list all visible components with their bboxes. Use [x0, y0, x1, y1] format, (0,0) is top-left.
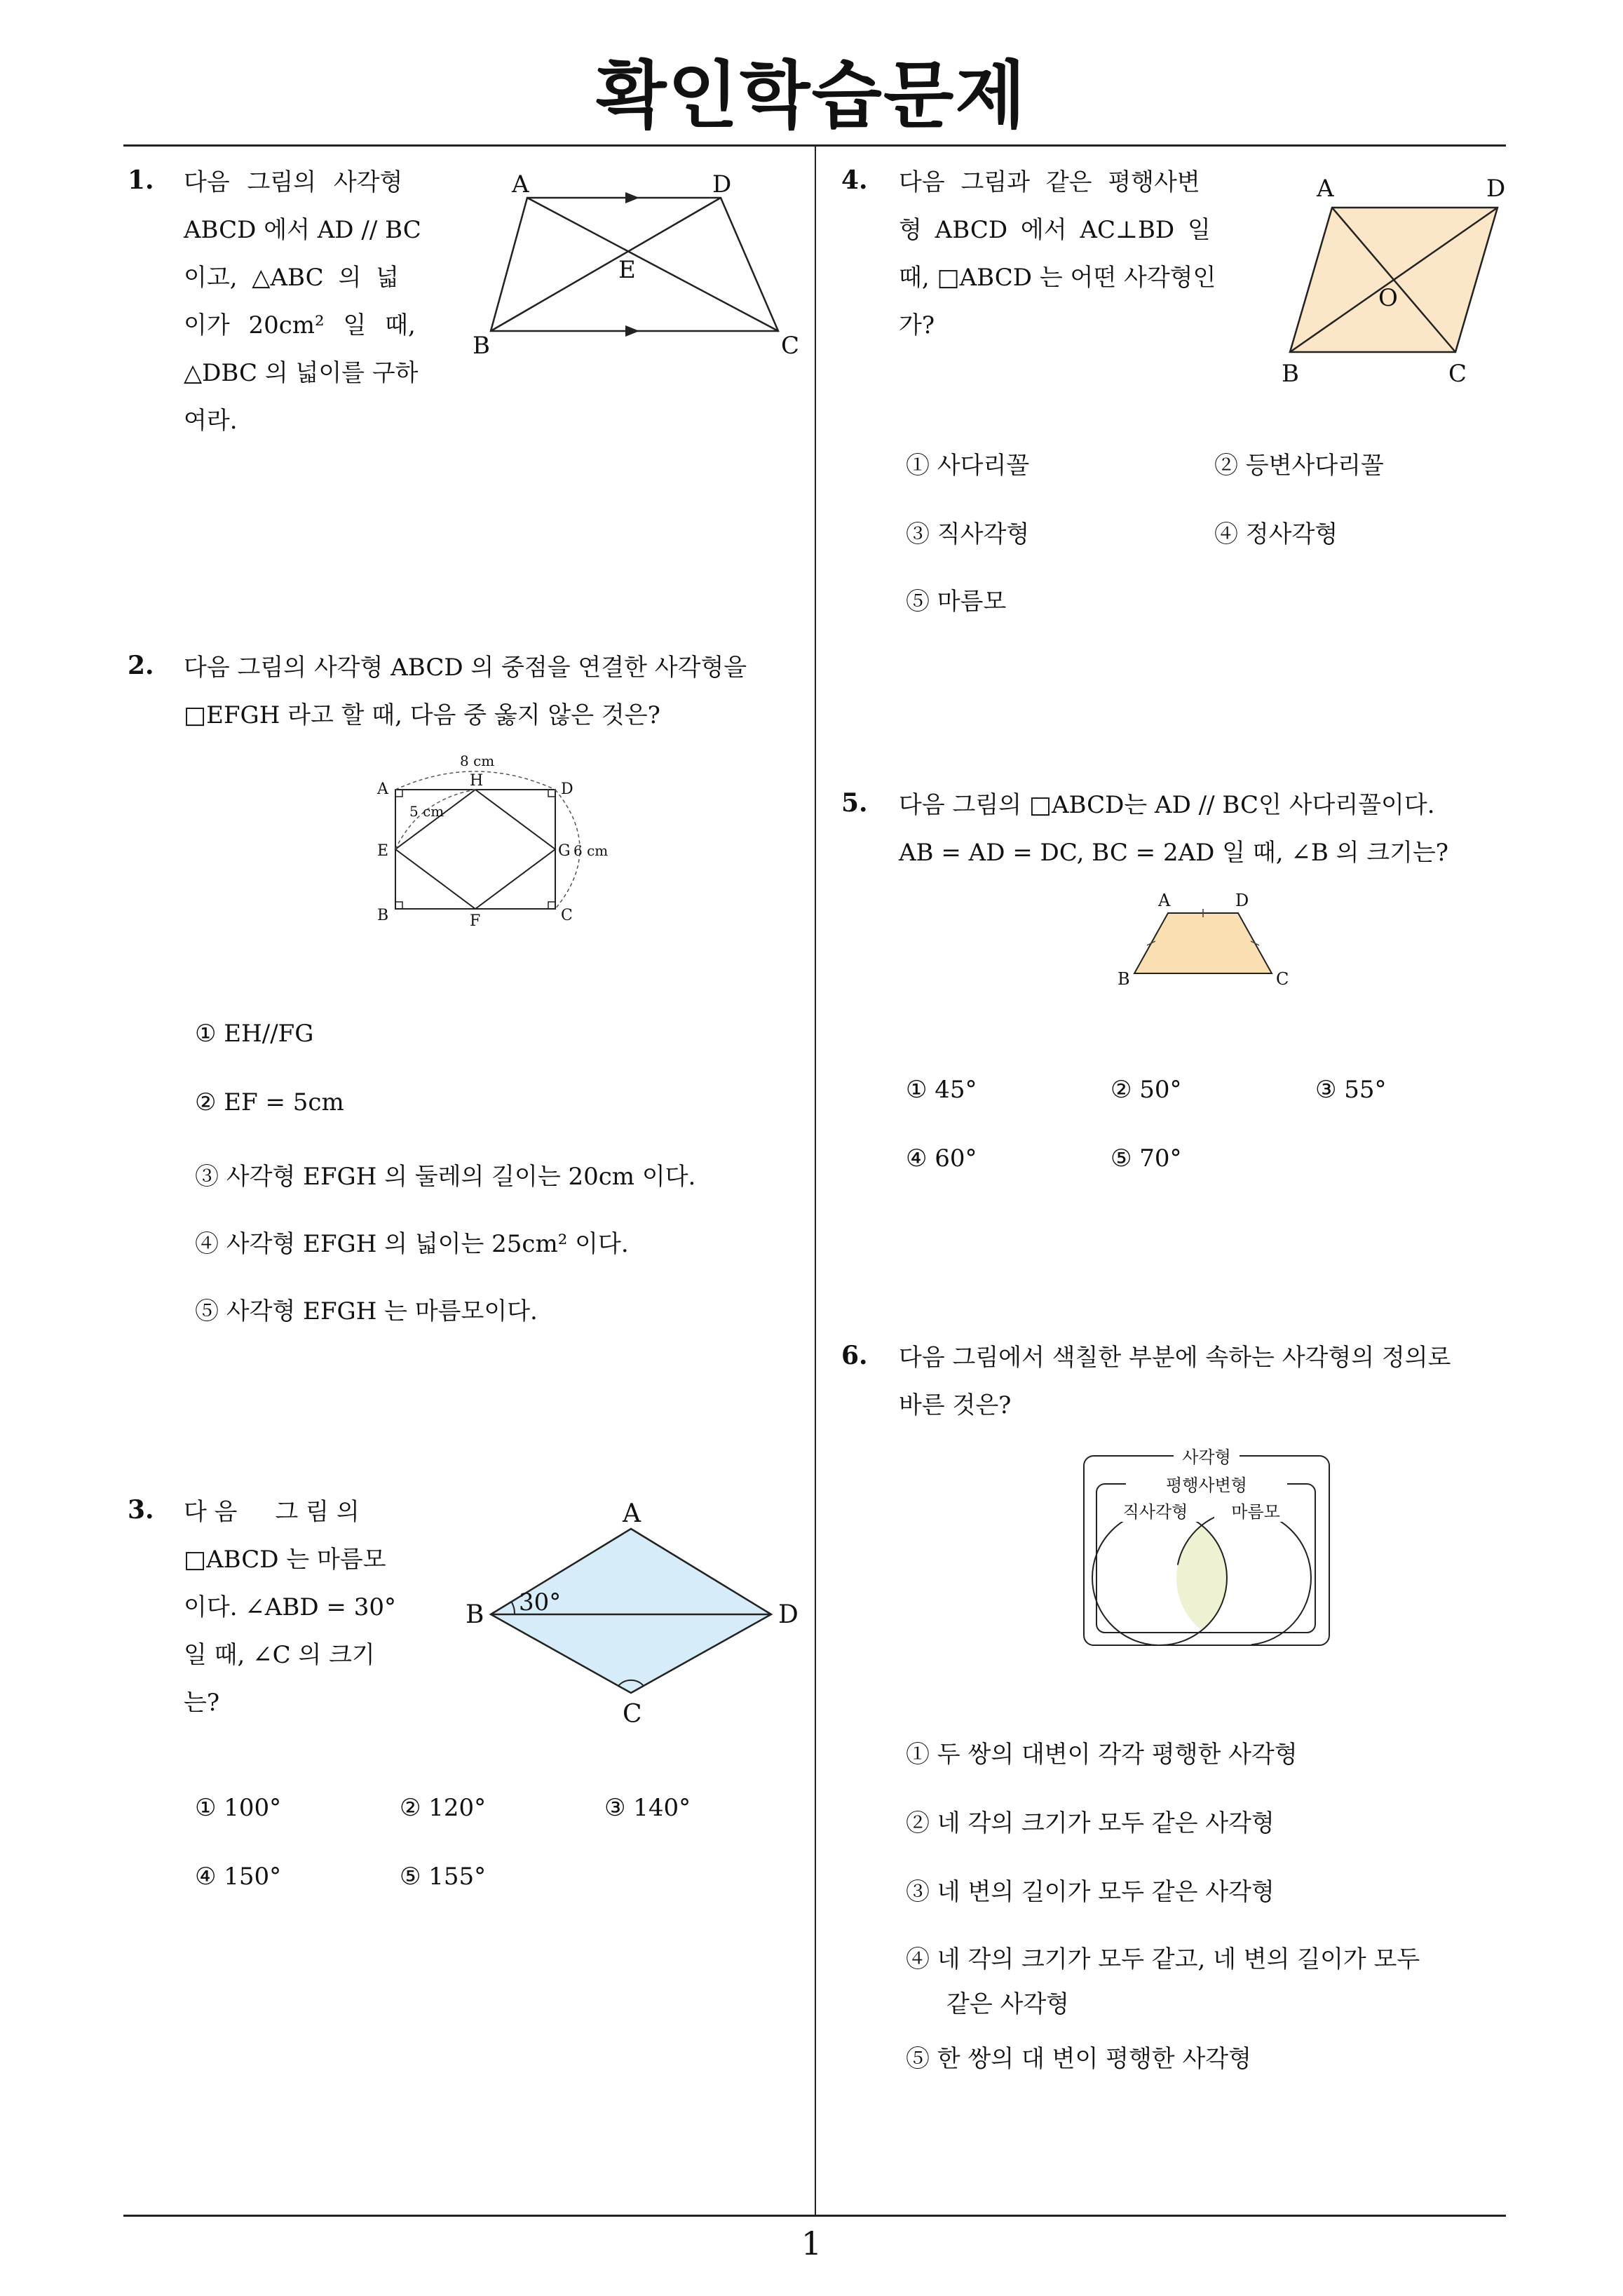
page-number: 1: [801, 2224, 822, 2262]
q6-option-2[interactable]: ② 네 각의 크기가 모두 같은 사각형: [906, 1809, 1275, 1837]
q6-label-left: 직사각형: [1122, 1502, 1188, 1522]
bottom-rule: [123, 2215, 1506, 2217]
q4-option-4[interactable]: ④ 정사각형: [1214, 520, 1338, 548]
q2-option-3[interactable]: ③ 사각형 EFGH 의 둘레의 길이는 20cm 이다.: [195, 1163, 696, 1191]
q5-label-b: B: [1118, 969, 1130, 989]
q1-label-d: D: [712, 170, 732, 198]
q3-option-5[interactable]: ⑤ 155°: [400, 1863, 487, 1891]
q4-line-4: 가?: [899, 311, 935, 339]
q5-label-a: A: [1158, 891, 1171, 910]
q2-rectangle-diagram: [370, 752, 623, 930]
question-5-text: [899, 781, 1516, 877]
q5-option-5[interactable]: ⑤ 70°: [1111, 1144, 1182, 1173]
q5-option-1[interactable]: ① 45°: [906, 1076, 977, 1104]
question-6-text: [899, 1334, 1516, 1429]
q3-angle-label: 30°: [519, 1588, 562, 1616]
question-3-text: [184, 1488, 422, 1727]
q3-line-1: 다 음 그 림 의: [184, 1498, 360, 1526]
q4-line-2: 형 ABCD 에서 AC⊥BD 일: [899, 216, 1211, 244]
q5-line-1: 다음 그림의 □ABCD는 AD // BC인 사다리꼴이다.: [899, 791, 1435, 819]
q2-line-2: □EFGH 라고 할 때, 다음 중 옳지 않은 것은?: [184, 701, 660, 729]
q5-label-d: D: [1235, 891, 1249, 910]
q1-trapezoid-diagram: [463, 168, 813, 372]
q6-label-middle: 평행사변형: [1166, 1475, 1247, 1495]
question-1-text: [184, 158, 447, 445]
q2-option-2[interactable]: ② EF = 5cm: [195, 1088, 344, 1116]
q2-label-f: F: [470, 912, 481, 930]
q3-line-4: 일 때, ∠C 의 크기: [184, 1641, 375, 1669]
q4-option-2[interactable]: ② 등변사다리꼴: [1214, 452, 1384, 480]
q4-label-c: C: [1448, 360, 1467, 388]
q2-label-e: E: [377, 842, 389, 860]
question-1-number: 1.: [128, 166, 154, 195]
q3-label-a: A: [623, 1499, 641, 1528]
q2-option-1[interactable]: ① EH//FG: [195, 1020, 314, 1048]
q6-option-1[interactable]: ① 두 쌍의 대변이 각각 평행한 사각형: [906, 1741, 1298, 1769]
q2-length-5cm: 5 cm: [409, 803, 444, 820]
q4-label-d: D: [1486, 175, 1506, 203]
q6-option-3[interactable]: ③ 네 변의 길이가 모두 같은 사각형: [906, 1878, 1275, 1906]
q1-line-3: 이고, △ABC 의 넓: [184, 264, 399, 292]
q2-label-h: H: [470, 772, 484, 790]
q4-label-a: A: [1317, 175, 1334, 203]
q3-label-b: B: [466, 1600, 484, 1629]
q5-option-4[interactable]: ④ 60°: [906, 1144, 977, 1173]
q1-label-b: B: [473, 332, 490, 360]
q3-label-d: D: [778, 1600, 799, 1629]
q6-option-4-cont: 같은 사각형: [946, 1990, 1070, 2018]
q2-line-1: 다음 그림의 사각형 ABCD 의 중점을 연결한 사각형을: [184, 654, 747, 682]
q2-label-b: B: [377, 907, 389, 924]
q5-trapezoid-diagram: [1112, 891, 1301, 996]
q4-label-o: O: [1378, 284, 1398, 312]
question-5-number: 5.: [841, 788, 868, 818]
q3-option-2[interactable]: ② 120°: [400, 1794, 487, 1822]
q6-line-2: 바른 것은?: [899, 1391, 1012, 1419]
q5-line-2: AB = AD = DC, BC = 2AD 일 때, ∠B 의 크기는?: [899, 839, 1449, 867]
q1-line-5: △DBC 의 넓이를 구하: [184, 359, 419, 387]
q2-label-c: C: [561, 907, 573, 924]
q6-venn-diagram: [1077, 1443, 1336, 1654]
q1-label-e: E: [618, 256, 636, 284]
q1-label-c: C: [781, 332, 800, 360]
q2-option-4[interactable]: ④ 사각형 EFGH 의 넓이는 25cm² 이다.: [195, 1230, 629, 1258]
q4-line-1: 다음 그림과 같은 평행사변: [899, 168, 1200, 196]
q2-length-8cm: 8 cm: [460, 752, 495, 769]
q5-option-2[interactable]: ② 50°: [1111, 1076, 1182, 1104]
column-divider: [815, 146, 816, 2216]
q3-rhombus-diagram: [463, 1501, 813, 1739]
question-6-number: 6.: [841, 1341, 868, 1370]
question-4-text: [899, 158, 1249, 349]
q6-option-4[interactable]: ④ 네 각의 크기가 모두 같고, 네 변의 길이가 모두: [906, 1945, 1420, 1973]
q3-option-3[interactable]: ③ 140°: [604, 1794, 691, 1822]
q2-option-5[interactable]: ⑤ 사각형 EFGH 는 마름모이다.: [195, 1297, 538, 1325]
q3-line-3: 이다. ∠ABD = 30°: [184, 1593, 396, 1621]
q2-label-a: A: [377, 781, 388, 798]
q2-length-6cm: 6 cm: [573, 842, 609, 859]
q5-option-3[interactable]: ③ 55°: [1315, 1076, 1387, 1104]
q4-parallelogram-diagram: [1262, 168, 1514, 393]
question-3-number: 3.: [128, 1495, 154, 1525]
question-2-text: [184, 644, 815, 739]
question-4-number: 4.: [841, 166, 868, 195]
q1-line-2: ABCD 에서 AD // BC: [184, 216, 421, 244]
q4-label-b: B: [1282, 360, 1299, 388]
page-title: 확인학습문제: [596, 53, 1027, 138]
q3-line-5: 는?: [184, 1689, 220, 1717]
q1-line-6: 여라.: [184, 407, 238, 435]
q6-label-outer: 사각형: [1182, 1447, 1231, 1467]
q1-label-a: A: [512, 170, 529, 198]
q4-option-1[interactable]: ① 사다리꼴: [906, 452, 1030, 480]
q2-label-d: D: [561, 781, 573, 798]
q6-option-5[interactable]: ⑤ 한 쌍의 대 변이 평행한 사각형: [906, 2045, 1251, 2073]
q4-line-3: 때, □ABCD 는 어떤 사각형인: [899, 264, 1216, 292]
q6-line-1: 다음 그림에서 색칠한 부분에 속하는 사각형의 정의로: [899, 1344, 1451, 1372]
q3-option-1[interactable]: ① 100°: [195, 1794, 282, 1822]
q2-label-g: G: [558, 842, 571, 860]
q4-option-5[interactable]: ⑤ 마름모: [906, 588, 1007, 616]
q3-line-2: □ABCD 는 마름모: [184, 1546, 386, 1574]
q3-option-4[interactable]: ④ 150°: [195, 1863, 282, 1891]
question-2-number: 2.: [128, 651, 154, 680]
q6-label-right: 마름모: [1231, 1502, 1280, 1522]
q3-label-c: C: [623, 1700, 642, 1729]
q4-option-3[interactable]: ③ 직사각형: [906, 520, 1030, 548]
q5-label-c: C: [1276, 969, 1289, 989]
q1-line-1: 다음 그림의 사각형: [184, 168, 403, 196]
q1-line-4: 이가 20cm² 일 때,: [184, 311, 416, 339]
